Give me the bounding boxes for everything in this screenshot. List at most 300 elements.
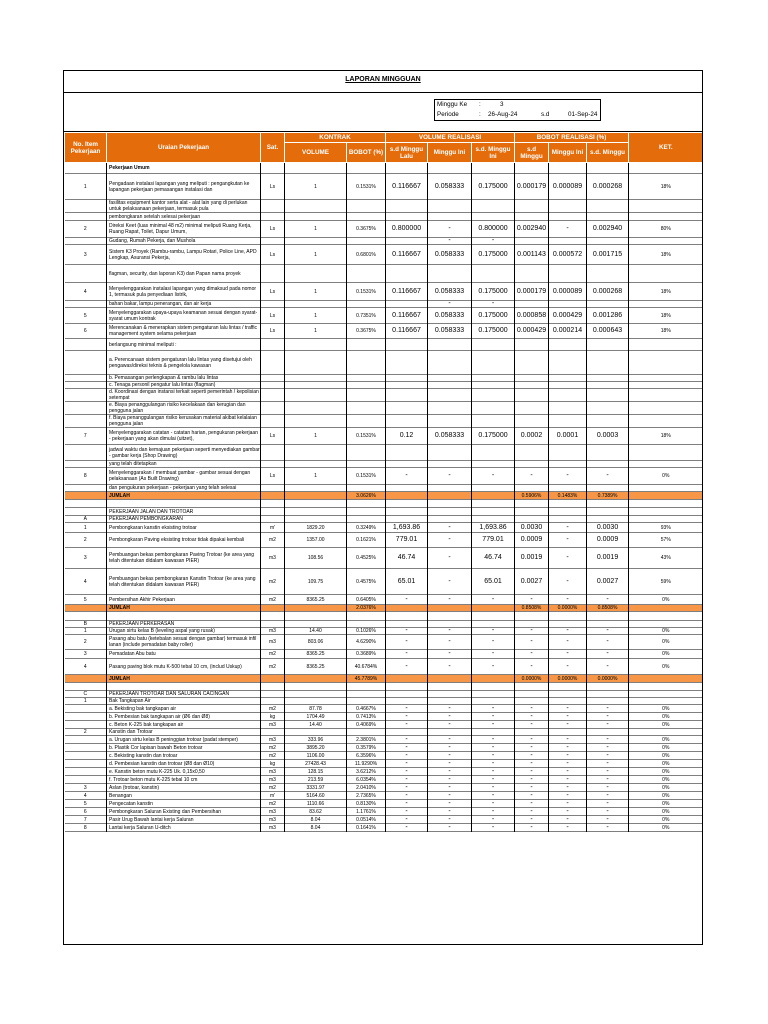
cell-sd-lalu bbox=[386, 389, 428, 402]
cell-bobot-minggu-ini: 0.000089 bbox=[549, 174, 587, 200]
cell-bobot-sd-minggu-ini: - bbox=[587, 713, 629, 721]
cell-sd-lalu bbox=[386, 200, 428, 213]
cell-sat: kg bbox=[261, 713, 285, 721]
cell-bobot-sd-minggu-ini: - bbox=[587, 721, 629, 729]
cell-bobot: 0.3675% bbox=[347, 324, 386, 339]
total-row bbox=[65, 492, 703, 500]
cell-sat: m' bbox=[261, 523, 285, 533]
cell-uraian: Bak Tangkapan Air bbox=[107, 698, 261, 705]
cell-ket: 0% bbox=[662, 776, 670, 783]
spacer-row bbox=[65, 612, 703, 621]
cell-bobot-sd-minggu bbox=[515, 729, 549, 736]
cell-no: 5 bbox=[65, 308, 107, 324]
cell-sat: m3 bbox=[261, 548, 285, 569]
cell-ket: 0% bbox=[662, 816, 670, 823]
cell-bobot-minggu-ini: 0.000089 bbox=[549, 283, 587, 301]
cell-sat bbox=[261, 729, 285, 736]
cell-minggu-ini: - bbox=[428, 752, 472, 760]
cell-bobot-sd-minggu-ini bbox=[587, 351, 629, 375]
cell-bobot bbox=[347, 612, 386, 621]
cell-minggu-ini: 0.058333 bbox=[428, 245, 472, 265]
cell-no: 1 bbox=[65, 698, 107, 705]
cell-minggu-ini bbox=[428, 500, 472, 508]
cell-sat: m3 bbox=[261, 721, 285, 729]
cell-no bbox=[65, 492, 107, 500]
cell-sat bbox=[261, 516, 285, 523]
cell-no bbox=[65, 768, 107, 776]
cell-sd-ini: - bbox=[472, 301, 515, 308]
cell-bobot-sd-minggu: 0.0030 bbox=[515, 523, 549, 533]
cell-sd-ini: 0.175000 bbox=[472, 283, 515, 301]
cell-sd-ini bbox=[472, 675, 515, 683]
cell-ket: 0% bbox=[662, 784, 670, 791]
cell-ket: 0% bbox=[662, 705, 670, 712]
cell-bobot-minggu-ini: - bbox=[549, 713, 587, 721]
cell-sat bbox=[261, 415, 285, 428]
total-row bbox=[65, 605, 703, 612]
cell-bobot bbox=[347, 351, 386, 375]
cell-bobot-sd-minggu bbox=[515, 213, 549, 221]
cell-bobot bbox=[347, 516, 386, 523]
cell-sd-ini: - bbox=[472, 808, 515, 816]
report-title: LAPORAN MINGGUAN bbox=[345, 76, 421, 83]
cell-uraian: pembongkaran setelah selesai pekerjaan bbox=[107, 213, 261, 221]
table-row bbox=[65, 569, 703, 595]
cell-bobot-sd-minggu: - bbox=[515, 635, 549, 650]
cell-sat bbox=[261, 698, 285, 705]
cell-bobot-minggu-ini bbox=[549, 621, 587, 628]
cell-ket bbox=[629, 461, 703, 468]
table-row bbox=[65, 415, 703, 428]
cell-no bbox=[65, 508, 107, 516]
cell-bobot-sd-minggu: - bbox=[515, 792, 549, 800]
cell-uraian: Pembuangan bekas pembongkaran Kanstin Trotoar (ke area yang telah ditentukan didalam kawasan PIER) bbox=[107, 569, 261, 595]
cell-no bbox=[65, 415, 107, 428]
cell-ket bbox=[629, 516, 703, 523]
col-vol-real: VOLUME REALISASI bbox=[386, 133, 515, 143]
cell-sd-lalu: - bbox=[386, 736, 428, 744]
cell-sat: m2 bbox=[261, 705, 285, 713]
cell-sd-lalu: 0.800000 bbox=[386, 221, 428, 238]
cell-sat bbox=[261, 612, 285, 621]
cell-bobot: 0.4525% bbox=[347, 548, 386, 569]
cell-uraian: PEKERJAAN PEMBONGKARAN bbox=[107, 516, 261, 523]
cell-minggu-ini: - bbox=[428, 548, 472, 569]
cell-ket: 0% bbox=[662, 792, 670, 799]
cell-minggu-ini: - bbox=[428, 776, 472, 784]
table-row bbox=[65, 628, 703, 635]
cell-bobot-sd-minggu bbox=[515, 691, 549, 698]
cell-ket bbox=[629, 265, 703, 283]
cell-sd-ini bbox=[472, 163, 515, 174]
cell-no bbox=[65, 402, 107, 415]
cell-ket bbox=[629, 213, 703, 221]
cell-volume: 108.56 bbox=[285, 548, 347, 569]
cell-volume: 1 bbox=[285, 174, 347, 200]
cell-sd-lalu bbox=[386, 683, 428, 691]
cell-sd-ini: - bbox=[472, 816, 515, 824]
cell-minggu-ini bbox=[428, 729, 472, 736]
cell-bobot-sd-minggu: 0.0000% bbox=[515, 675, 549, 683]
cell-bobot-sd-minggu-ini: - bbox=[587, 768, 629, 776]
cell-minggu-ini: - bbox=[428, 800, 472, 808]
cell-sd-ini: - bbox=[472, 800, 515, 808]
cell-bobot: 1.1761% bbox=[347, 808, 386, 816]
cell-minggu-ini bbox=[428, 402, 472, 415]
cell-bobot-sd-minggu bbox=[515, 389, 549, 402]
cell-minggu-ini bbox=[428, 516, 472, 523]
cell-bobot bbox=[347, 402, 386, 415]
cell-bobot-minggu-ini: - bbox=[549, 628, 587, 635]
cell-uraian: Pemadatan Abu batu bbox=[107, 650, 261, 659]
table-row bbox=[65, 324, 703, 339]
cell-bobot-sd-minggu: - bbox=[515, 705, 549, 713]
cell-volume bbox=[285, 351, 347, 375]
cell-bobot-sd-minggu-ini bbox=[587, 516, 629, 523]
cell-bobot bbox=[347, 500, 386, 508]
cell-ket bbox=[629, 415, 703, 428]
cell-volume: 3331.97 bbox=[285, 784, 347, 792]
cell-bobot: 0.1531% bbox=[347, 283, 386, 301]
cell-no: 2 bbox=[65, 635, 107, 650]
cell-sd-ini: - bbox=[472, 744, 515, 752]
cell-bobot-minggu-ini: - bbox=[549, 705, 587, 713]
cell-bobot-sd-minggu: - bbox=[515, 595, 549, 605]
cell-minggu-ini bbox=[428, 351, 472, 375]
col-volume: VOLUME bbox=[285, 143, 347, 163]
cell-uraian: JUMLAH bbox=[107, 605, 261, 612]
cell-minggu-ini: 0.058333 bbox=[428, 324, 472, 339]
cell-ket bbox=[629, 301, 703, 308]
cell-bobot-sd-minggu: - bbox=[515, 816, 549, 824]
table-row bbox=[65, 382, 703, 389]
cell-minggu-ini: - bbox=[428, 635, 472, 650]
cell-bobot-minggu-ini bbox=[549, 339, 587, 351]
cell-sd-ini bbox=[472, 621, 515, 628]
cell-sd-ini: - bbox=[472, 705, 515, 713]
cell-no bbox=[65, 500, 107, 508]
cell-minggu-ini: - bbox=[428, 221, 472, 238]
cell-bobot-sd-minggu-ini bbox=[587, 238, 629, 245]
cell-minggu-ini: - bbox=[428, 595, 472, 605]
period-colon: : bbox=[479, 111, 481, 118]
cell-bobot-sd-minggu bbox=[515, 163, 549, 174]
table-row bbox=[65, 402, 703, 415]
cell-bobot-sd-minggu-ini: - bbox=[587, 659, 629, 675]
cell-no bbox=[65, 744, 107, 752]
cell-bobot-minggu-ini: - bbox=[549, 635, 587, 650]
cell-minggu-ini: - bbox=[428, 816, 472, 824]
cell-bobot-sd-minggu-ini: - bbox=[587, 635, 629, 650]
cell-sd-ini: 0.175000 bbox=[472, 174, 515, 200]
table-row bbox=[65, 245, 703, 265]
cell-volume bbox=[285, 200, 347, 213]
cell-uraian: b. Plastik Cor lapisan bawah Beton trotoar bbox=[107, 744, 261, 752]
cell-ket bbox=[629, 500, 703, 508]
cell-ket: 18% bbox=[660, 328, 671, 334]
cell-no bbox=[65, 375, 107, 382]
cell-bobot: 2.7365% bbox=[347, 792, 386, 800]
cell-volume: 5164.60 bbox=[285, 792, 347, 800]
table-row bbox=[65, 308, 703, 324]
cell-uraian: Pengecatan kanstin bbox=[107, 800, 261, 808]
cell-bobot: 0.3579% bbox=[347, 744, 386, 752]
cell-ket bbox=[629, 485, 703, 492]
cell-sat: m3 bbox=[261, 628, 285, 635]
cell-bobot-sd-minggu: - bbox=[515, 768, 549, 776]
cell-bobot-sd-minggu-ini bbox=[587, 389, 629, 402]
cell-sd-lalu bbox=[386, 445, 428, 461]
cell-sd-ini: - bbox=[472, 238, 515, 245]
cell-sat bbox=[261, 389, 285, 402]
cell-ket bbox=[629, 351, 703, 375]
cell-sd-ini bbox=[472, 339, 515, 351]
cell-uraian bbox=[107, 683, 261, 691]
cell-uraian: Gudang, Rumah Pekerja, dan Mushola bbox=[107, 238, 261, 245]
cell-sat: m3 bbox=[261, 776, 285, 784]
cell-no bbox=[65, 445, 107, 461]
cell-minggu-ini bbox=[428, 213, 472, 221]
cell-bobot-sd-minggu: - bbox=[515, 824, 549, 832]
cell-minggu-ini: 0.058333 bbox=[428, 174, 472, 200]
cell-bobot-minggu-ini: - bbox=[549, 768, 587, 776]
cell-minggu-ini bbox=[428, 200, 472, 213]
table-row bbox=[65, 265, 703, 283]
col-ket: KET. bbox=[629, 133, 703, 163]
cell-no: 1 bbox=[65, 628, 107, 635]
cell-bobot-minggu-ini bbox=[549, 691, 587, 698]
cell-sat: m2 bbox=[261, 744, 285, 752]
cell-sd-ini bbox=[472, 612, 515, 621]
cell-bobot-sd-minggu-ini: 0.001286 bbox=[587, 308, 629, 324]
cell-volume bbox=[285, 339, 347, 351]
cell-sd-lalu: 1,693.86 bbox=[386, 523, 428, 533]
cell-bobot: 2.3801% bbox=[347, 736, 386, 744]
cell-bobot-minggu-ini bbox=[549, 351, 587, 375]
cell-volume bbox=[285, 729, 347, 736]
cell-ket: 0% bbox=[662, 721, 670, 728]
table-row bbox=[65, 650, 703, 659]
cell-sat bbox=[261, 265, 285, 283]
cell-sd-ini: 65.01 bbox=[472, 569, 515, 595]
cell-bobot: 0.3689% bbox=[347, 650, 386, 659]
cell-bobot-sd-minggu: 0.000179 bbox=[515, 174, 549, 200]
cell-bobot-sd-minggu: 0.000858 bbox=[515, 308, 549, 324]
cell-minggu-ini: - bbox=[428, 824, 472, 832]
cell-no: B bbox=[65, 621, 107, 628]
cell-uraian bbox=[107, 500, 261, 508]
cell-volume bbox=[285, 375, 347, 382]
col-kontrak: KONTRAK bbox=[285, 133, 386, 143]
cell-uraian: Pembongkaran Saluran Existing dan Pembersihan bbox=[107, 808, 261, 816]
table-row bbox=[65, 213, 703, 221]
cell-bobot-sd-minggu-ini bbox=[587, 698, 629, 705]
cell-sat: Ls bbox=[261, 221, 285, 238]
cell-no: 2 bbox=[65, 729, 107, 736]
cell-bobot-minggu-ini: - bbox=[549, 468, 587, 485]
col-no: No. Item Pekerjaan bbox=[65, 133, 107, 163]
table-row bbox=[65, 721, 703, 729]
cell-minggu-ini: - bbox=[428, 784, 472, 792]
cell-bobot-sd-minggu bbox=[515, 621, 549, 628]
cell-uraian: Menyelenggarakan instalasi lapangan yang dimaksud pada nomor 1, termasuk pula penyediaan listrik, bbox=[107, 283, 261, 301]
cell-bobot-sd-minggu-ini bbox=[587, 265, 629, 283]
cell-ket bbox=[629, 612, 703, 621]
cell-bobot-sd-minggu-ini: 0.0000% bbox=[587, 675, 629, 683]
cell-sd-ini: - bbox=[472, 792, 515, 800]
cell-volume bbox=[285, 402, 347, 415]
cell-bobot-sd-minggu: - bbox=[515, 784, 549, 792]
cell-volume bbox=[285, 508, 347, 516]
cell-sd-ini: - bbox=[472, 468, 515, 485]
cell-bobot-sd-minggu: - bbox=[515, 752, 549, 760]
cell-ket bbox=[629, 691, 703, 698]
cell-volume bbox=[285, 389, 347, 402]
cell-volume: 1106.00 bbox=[285, 752, 347, 760]
cell-minggu-ini bbox=[428, 445, 472, 461]
cell-volume bbox=[285, 445, 347, 461]
cell-bobot bbox=[347, 163, 386, 174]
col-sd-minggu: s.d Minggu bbox=[515, 143, 549, 163]
cell-volume bbox=[285, 301, 347, 308]
cell-minggu-ini: - bbox=[428, 721, 472, 729]
cell-sd-ini bbox=[472, 683, 515, 691]
cell-sat bbox=[261, 163, 285, 174]
cell-uraian: e. Kanstin beton mutu K-225 Uk. 0,15x0,50 bbox=[107, 768, 261, 776]
cell-sd-lalu bbox=[386, 163, 428, 174]
cell-volume bbox=[285, 605, 347, 612]
cell-bobot-sd-minggu-ini bbox=[587, 415, 629, 428]
table-row bbox=[65, 351, 703, 375]
table-row bbox=[65, 339, 703, 351]
spacer-row bbox=[65, 500, 703, 508]
cell-ket: 0% bbox=[662, 651, 670, 657]
cell-ket: 18% bbox=[660, 312, 671, 319]
cell-ket: 0% bbox=[662, 473, 670, 479]
cell-no bbox=[65, 485, 107, 492]
cell-ket bbox=[629, 375, 703, 382]
cell-sd-lalu: - bbox=[386, 468, 428, 485]
cell-bobot-sd-minggu-ini: - bbox=[587, 650, 629, 659]
cell-sat: kg bbox=[261, 760, 285, 768]
cell-sat: m3 bbox=[261, 768, 285, 776]
cell-sd-ini bbox=[472, 500, 515, 508]
cell-minggu-ini: - bbox=[428, 760, 472, 768]
cell-no bbox=[65, 461, 107, 468]
cell-sat: m2 bbox=[261, 784, 285, 792]
cell-uraian: berlangsung minimal meliputi : bbox=[107, 339, 261, 351]
table-row bbox=[65, 635, 703, 650]
cell-bobot: 0.4069% bbox=[347, 721, 386, 729]
cell-sd-ini bbox=[472, 402, 515, 415]
cell-no: 4 bbox=[65, 792, 107, 800]
cell-bobot-sd-minggu: - bbox=[515, 713, 549, 721]
cell-sd-lalu: 779.01 bbox=[386, 533, 428, 548]
table-row bbox=[65, 752, 703, 760]
cell-bobot: 0.1531% bbox=[347, 174, 386, 200]
cell-ket bbox=[629, 339, 703, 351]
cell-bobot: 4.6290% bbox=[347, 635, 386, 650]
cell-ket: 0% bbox=[662, 744, 670, 751]
cell-uraian: Menyelenggarakan upaya-upaya keamanan sesuai dengan syarat-syarat umum kontrak bbox=[107, 308, 261, 324]
cell-no bbox=[65, 389, 107, 402]
cell-bobot-sd-minggu: 0.002940 bbox=[515, 221, 549, 238]
cell-no bbox=[65, 675, 107, 683]
cell-sd-ini bbox=[472, 492, 515, 500]
cell-sd-lalu bbox=[386, 612, 428, 621]
table-row bbox=[65, 784, 703, 792]
cell-uraian: Pasang paving blok mutu K-500 tebal 10 cm, (includ Uskup) bbox=[107, 659, 261, 675]
cell-volume: 3895.20 bbox=[285, 744, 347, 752]
cell-no bbox=[65, 265, 107, 283]
cell-uraian: Pengadaan instalasi lapangan yang meliputi : pengangkutan ke lapangan pekerjaan pemasangan instalasi dan bbox=[107, 174, 261, 200]
cell-bobot bbox=[347, 415, 386, 428]
cell-bobot-minggu-ini: 0.000572 bbox=[549, 245, 587, 265]
table-row bbox=[65, 621, 703, 628]
cell-bobot-sd-minggu: - bbox=[515, 744, 549, 752]
cell-uraian: f. Trotoar beton mutu K-225 tebal 10 cm bbox=[107, 776, 261, 784]
info-area bbox=[64, 93, 702, 132]
cell-minggu-ini: - bbox=[428, 628, 472, 635]
cell-bobot-sd-minggu-ini: - bbox=[587, 595, 629, 605]
cell-bobot-sd-minggu-ini bbox=[587, 213, 629, 221]
cell-bobot-minggu-ini bbox=[549, 200, 587, 213]
cell-no bbox=[65, 200, 107, 213]
cell-bobot: 3.6212% bbox=[347, 768, 386, 776]
cell-bobot-minggu-ini bbox=[549, 500, 587, 508]
cell-ket bbox=[629, 163, 703, 174]
cell-no: 3 bbox=[65, 650, 107, 659]
cell-sd-ini: - bbox=[472, 595, 515, 605]
cell-no: 1 bbox=[65, 174, 107, 200]
cell-bobot: 6.3596% bbox=[347, 752, 386, 760]
cell-bobot-minggu-ini: - bbox=[549, 721, 587, 729]
table-header bbox=[65, 133, 703, 163]
cell-minggu-ini: - bbox=[428, 736, 472, 744]
cell-volume bbox=[285, 238, 347, 245]
cell-bobot: 0.4667% bbox=[347, 705, 386, 713]
cell-ket: 0% bbox=[662, 800, 670, 807]
cell-bobot-minggu-ini bbox=[549, 698, 587, 705]
cell-bobot-minggu-ini bbox=[549, 508, 587, 516]
cell-bobot: 0.1621% bbox=[347, 533, 386, 548]
cell-bobot-minggu-ini bbox=[549, 612, 587, 621]
cell-minggu-ini: - bbox=[428, 301, 472, 308]
cell-sat bbox=[261, 200, 285, 213]
cell-bobot bbox=[347, 213, 386, 221]
cell-bobot-sd-minggu bbox=[515, 461, 549, 468]
cell-bobot-sd-minggu-ini: 0.001715 bbox=[587, 245, 629, 265]
cell-bobot-sd-minggu: - bbox=[515, 800, 549, 808]
cell-uraian: e. Biaya penanggulangan risiko kecelakaan dan kerugian dan pengguna jalan bbox=[107, 402, 261, 415]
cell-ket: 93% bbox=[660, 524, 671, 531]
cell-sat bbox=[261, 508, 285, 516]
cell-bobot: 0.1531% bbox=[347, 468, 386, 485]
cell-bobot bbox=[347, 508, 386, 516]
cell-ket: 18% bbox=[660, 288, 671, 295]
cell-sd-lalu: - bbox=[386, 800, 428, 808]
cell-uraian: yang telah ditetapkan bbox=[107, 461, 261, 468]
cell-volume: 128.15 bbox=[285, 768, 347, 776]
cell-uraian: PEKERJAAN PERKERASAN bbox=[107, 621, 261, 628]
cell-no bbox=[65, 605, 107, 612]
cell-no: 3 bbox=[65, 245, 107, 265]
cell-sd-ini bbox=[472, 382, 515, 389]
cell-bobot-sd-minggu-ini: 0.000643 bbox=[587, 324, 629, 339]
cell-volume: 14.40 bbox=[285, 628, 347, 635]
cell-sd-ini bbox=[472, 200, 515, 213]
cell-bobot-minggu-ini: 0.000214 bbox=[549, 324, 587, 339]
